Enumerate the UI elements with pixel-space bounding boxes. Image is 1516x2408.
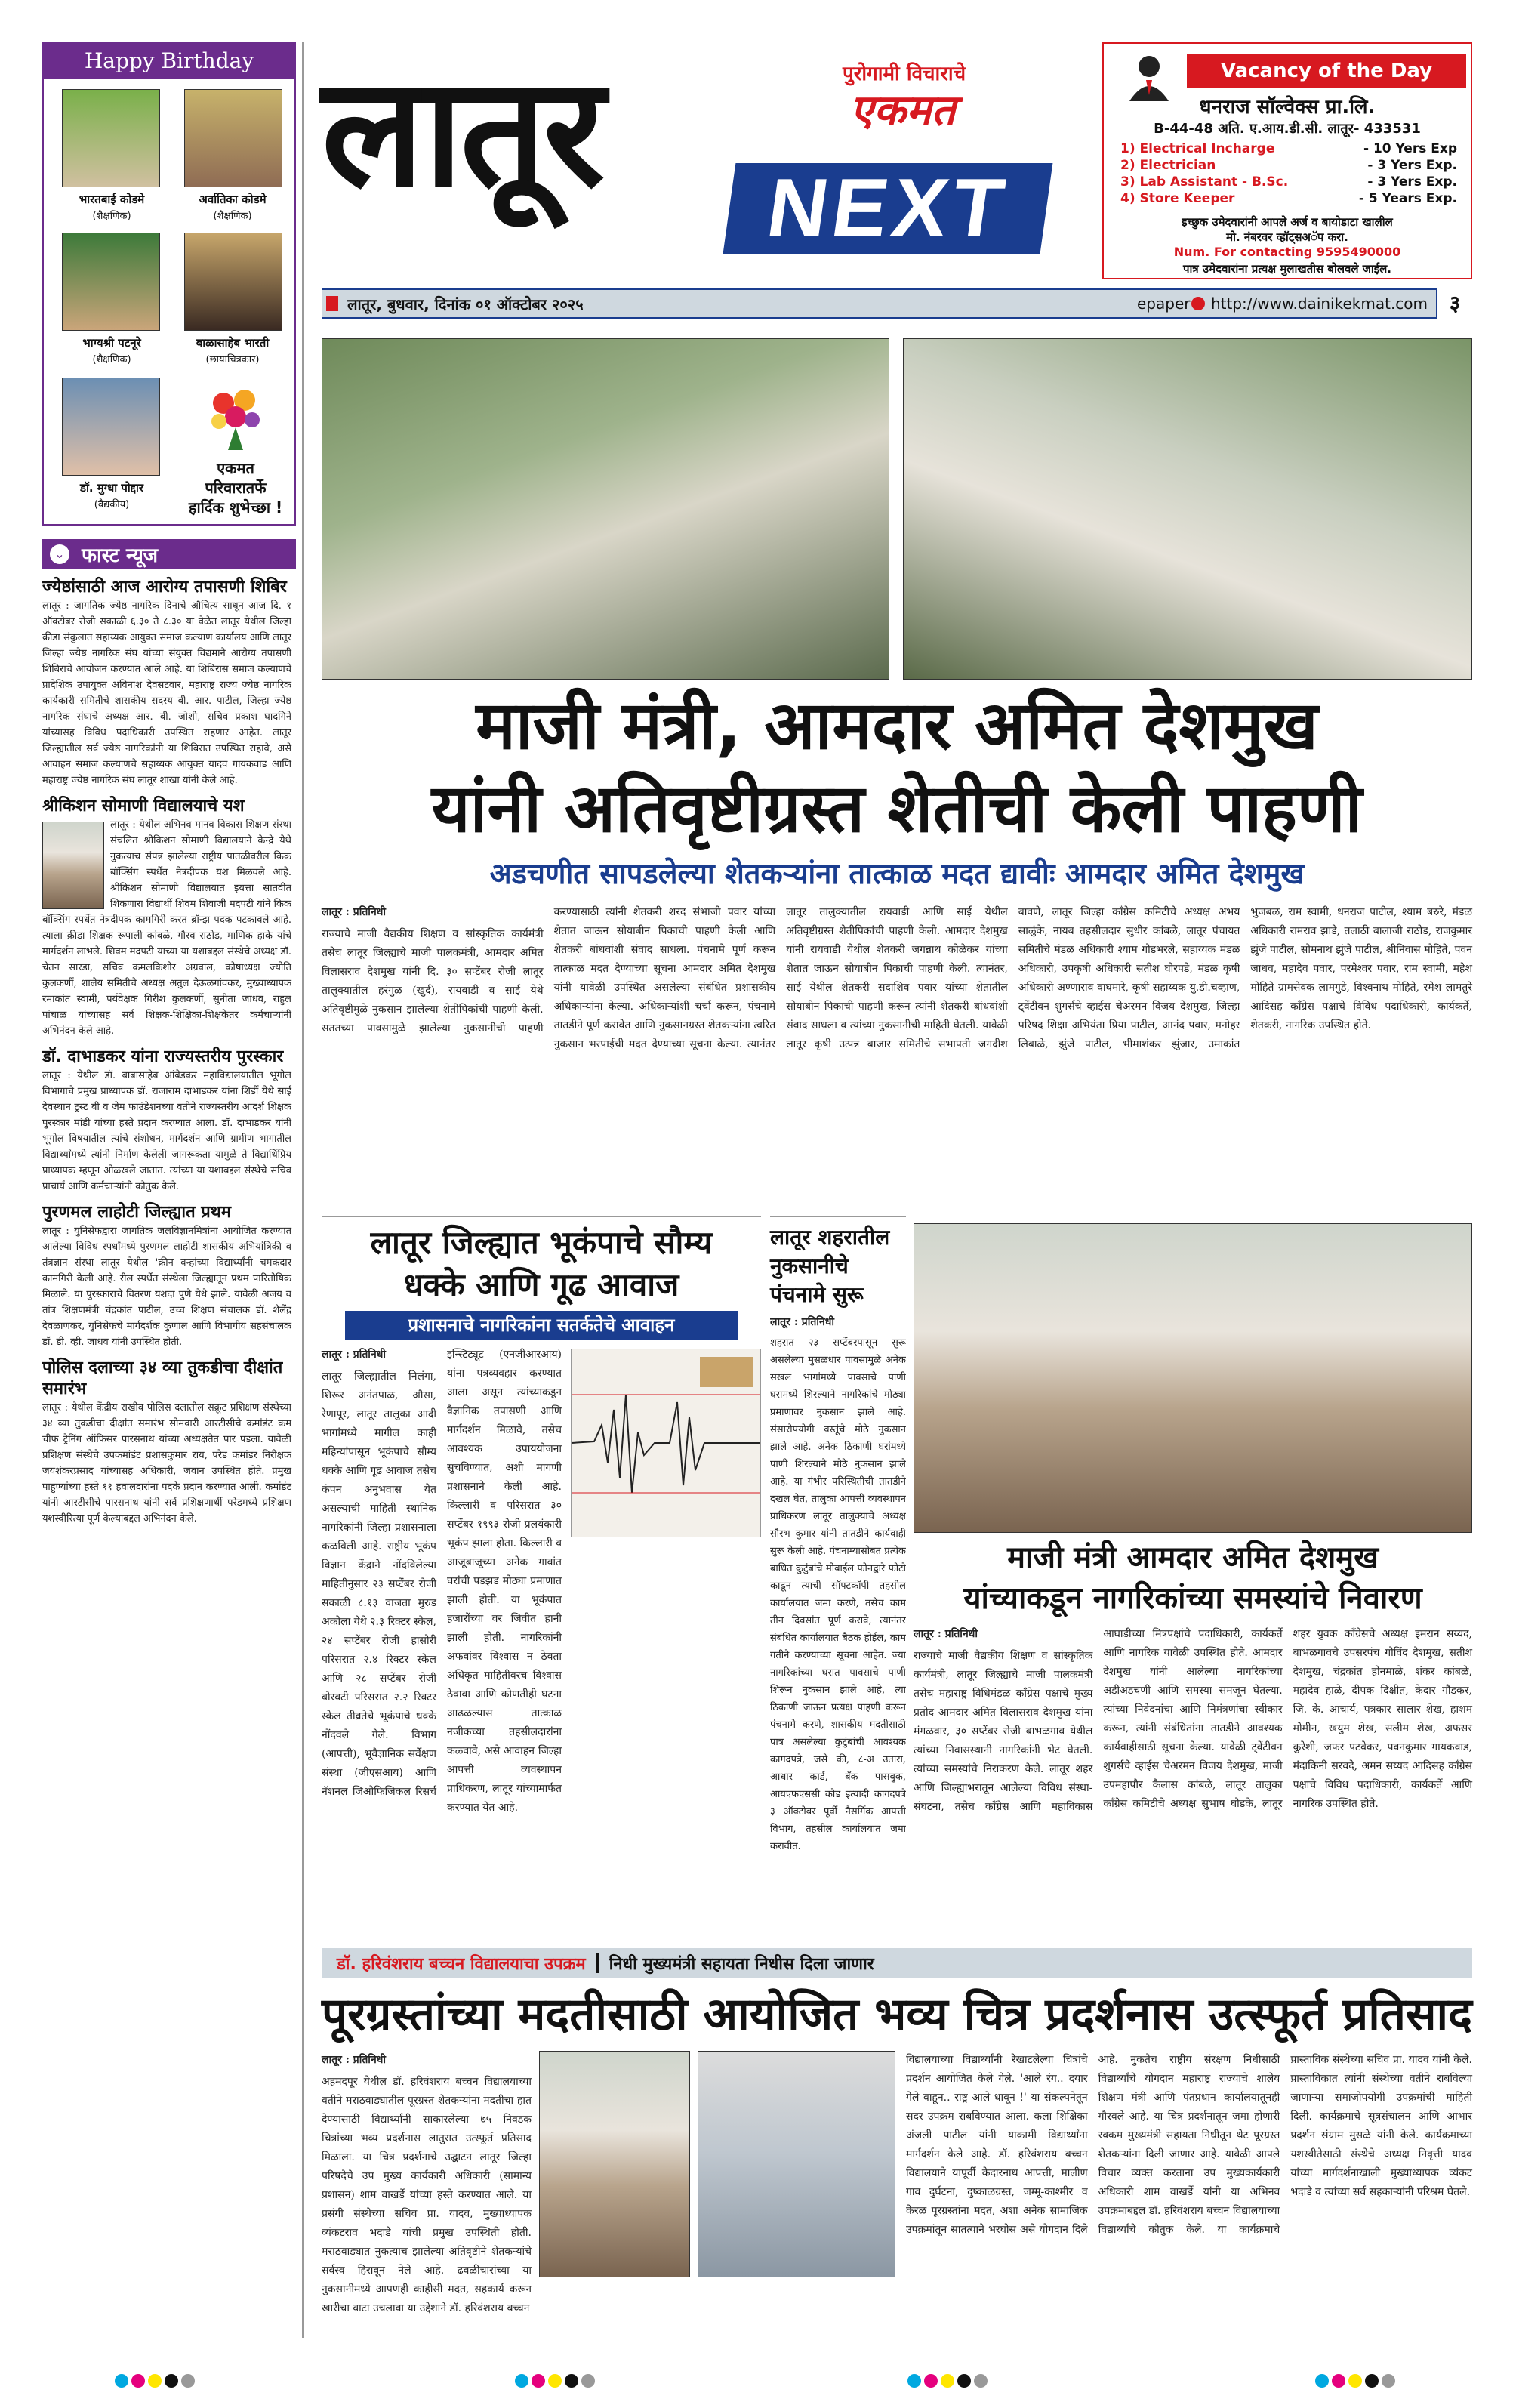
fast-news-head-3: डॉ. दाभाडकर यांना राज्यस्तरीय पुरस्कार (42, 1047, 284, 1066)
brand-tag: पुरोगामी विचाराचे (843, 63, 966, 85)
vacancy-note-2: मो. नंबरवर व्हॉट्सअॅप करा. (1226, 230, 1348, 244)
vacancy-note-3: पात्र उमेदवारांना प्रत्यक्ष मुलाखतीस बोलवले जाईल. (1183, 262, 1391, 276)
job-role-4: 4) Store Keeper (1120, 191, 1235, 206)
lead-headline-2: यांनी अतिवृष्टीग्रस्त शेतीची केली पाहणी (431, 769, 1363, 847)
avatar-5 (62, 378, 160, 476)
fast-news-body-3: लातूर : येथील डॉ. बाबासाहेब आंबेडकर महाविद्यालयातील भूगोल विभागाचे प्रमुख प्राध्यापक डॉ. राजाराम दाभाडकर यांना शिर्डी येथे साई देवस्थान ट्रस्ट बी व जेम फाउंडेशनच्या वतीने राज्यस्तरीय आदर्श शिक्षक पुरस्कार मांडी यांच्या हस्ते प्रदान करण्यात आला. डॉ. दाभाडकर यांनी भूगोल विषयातील त्यांचे संशोधन, मार्गदर्शन आणि ग्रामीण भागातील विद्यार्थ्यांमध्ये त्यांनी निर्माण केलेली जागरूकता यामुळे ते विद्यार्थिप्रिय प्राध्यापक म्हणून ओळखले जातात. त्यांच्या या यशाबद्दल संस्थेचे सचिव प्राचार्य आणि कर्मचाऱ्यांनी कौतुक केले. (42, 1070, 291, 1192)
strip-right: निधी मुख्यमंत्री सहायता निधीस दिला जाणार (609, 1955, 874, 1974)
city-byline: लातूर : प्रतिनिधी (770, 1316, 834, 1328)
brand-logo: एकमत (850, 86, 956, 135)
strip-left: डॉ. हरिवंशराय बच्चन विद्यालयाचा उपक्रम (337, 1955, 586, 1974)
quake-headline-2: धक्के आणि गूढ आवाज (403, 1266, 679, 1303)
birthday-title: Happy Birthday (44, 44, 294, 79)
avatar-3 (62, 233, 160, 331)
job-exp-3: - 3 Yers Exp. (1367, 174, 1457, 190)
city-headline-1: लातूर शहरातील (770, 1225, 890, 1250)
quake-subhead: प्रशासनाचे नागरिकांना सतर्कतेचे आवाहन (345, 1311, 738, 1340)
lead-subhead: अडचणीत सापडलेल्या शेतकऱ्यांना तात्काळ मदत द्यावीः आमदार अमित देशमुख (489, 857, 1305, 890)
registration-marks-left (113, 2374, 196, 2391)
city-headline-2: नुकसानीचे (770, 1253, 849, 1278)
fast-news-item-5 (42, 1358, 291, 1527)
vacancy-note-1: इच्छुक उमेदवारांनी आपले अर्ज व बायोडाटा खालील (1182, 215, 1393, 229)
lead-text: राज्याचे माजी वैद्यकीय शिक्षण व सांस्कृतिक कार्यमंत्री तसेच लातूर जिल्ह्याचे माजी पालकमंत्री, आमदार अमित विलासराव देशमुख यांनी दि. ३० सप्टेंबर रोजी लातूर तालुक्यातील हरंगुळ (खुर्द), रायवाडी व साई येथे अतिवृष्टीमुळे नुकसान झालेल्या शेतीपिकांची पाहणी केली. सततच्या पावसामुळे झालेल्या नुकसानीची पाहणी करण्यासाठी त्यांनी शेतकरी शरद संभाजी पवार यांच्या शेतात जाऊन सोयाबीन पिकाची पाहणी केली आणि शेतकरी बांधवांशी संवाद साधला. पंचनामे पूर्ण करून तात्काळ मदत देण्याच्या सूचना आमदार अमित देशमुख यांनी यावेळी उपस्थित असलेल्या संबंधित प्रशासकीय अधिकाऱ्यांना केल्या. अधिकाऱ्यांशी चर्चा करून, पंचनामे तातडीने पूर्ण करावेत आणि नुकसानग्रस्त शेतकऱ्यांना त्वरित नुकसान भरपाईची मदत देण्याच्या सूचना केल्या. त्यानंतर लातूर तालुक्यातील रायवाडी आणि साई येथील अतिवृष्टीग्रस्त शेतीपिकांची पाहणी केली. आमदार देशमुख यांनी रायवाडी येथील शेतकरी जगन्नाथ कोळेकर यांच्या शेतात जाऊन सोयाबीन पिकाची पाहणी केली. त्यानंतर, साई येथील शेतकरी सदाशिव पवार यांच्या शेतातील सोयाबीन पिकाची पाहणी करून त्यांनी शेतकरी बांधवांशी संवाद साधला व त्यांच्या नुकसानीची माहिती घेतली. यावेळी लातूर कृषी उत्पन्न बाजार समितीचे सभापती जगदीश बावणे, लातूर जिल्हा काँग्रेस कमिटीचे अध्यक्ष अभय साळुंके, नायब तहसीलदार सुधीर कांबळे, लातूर पंचायत समितीचे मंडळ अधिकारी श्याम गोडभरले, सहाय्यक मंडळ अधिकारी, उपकृषी अधिकारी सतीश घोरपडे, मंडळ कृषी अधिकारी अण्णाराव वाघमारे, कृषी सहाय्यक यु.डी.चव्हाण, ट्वेंटीवन शुगर्सचे व्हाईस चेअरमन विजय देशमुख, जिल्हा परिषद शिक्षा अभियंता प्रिया पाटील, आनंद पवार, मनोहर लिबाळे, झुंजे पाटील, भीमाशंकर झुंजार, उमाकांत भुजबळ, राम स्वामी, धनराज पाटील, श्याम बरुरे, मंडळ अधिकारी रामराव झाडे, तलाठी बालाजी राठोड, राजकुमार झुंजे पाटील, सोमनाथ झुंजे पाटील, श्रीनिवास मोहिते, पवन जाधव, महादेव पवार, परमेश्वर पवार, राम स्वामी, महेश मोहिते ग्रामसेवक लामगुडे, विश्वनाथ मोहिते, रमेश लामतुरे आदिसह काँग्रेस पक्षाचे विविध पदाधिकारी, कार्यकर्ते, शेतकरी, नागरिक उपस्थित होते. (322, 906, 1472, 1050)
next-logo: NEXT (723, 163, 1053, 254)
registration-marks-center (513, 2374, 596, 2391)
lead-photo-right (903, 338, 1472, 680)
epaper-url-link[interactable]: http://www.dainikekmat.com (1211, 294, 1428, 313)
birthday-box (42, 42, 296, 526)
quake-body (322, 1346, 562, 1942)
globe-icon (1191, 297, 1205, 310)
city-headline-3: पंचनामे सुरू (770, 1282, 864, 1307)
quake-headline-1: लातूर जिल्ह्यात भूकंपाचे सौम्य (370, 1224, 713, 1261)
exhibit-left-body (322, 2051, 895, 2338)
masthead-title: लातूर (322, 45, 602, 220)
student-photo (42, 822, 104, 909)
grievance-body (914, 1625, 1472, 1935)
fast-news-head-2: श्रीकिशन सोमाणी विद्यालयाचे यश (42, 797, 245, 816)
story-strip (322, 1948, 1472, 1978)
exhibit-photo-2 (539, 2051, 690, 2277)
exhibit-headline: पूरग्रस्तांच्या मदतीसाठी आयोजित भव्य चित्र प्रदर्शनास उत्स्फूर्त प्रतिसाद (322, 1988, 1472, 2041)
birthday-name-2: अर्वातिका कोडमे (199, 193, 267, 206)
grievance-photo (914, 1223, 1472, 1533)
fast-news-item-2 (42, 796, 291, 1039)
job-role-2: 2) Electrician (1120, 158, 1216, 173)
vacancy-company: धनराज सॉल्वेक्स प्रा.लि. (1199, 96, 1376, 119)
fast-news-list (42, 577, 296, 1527)
birthday-name-3: भाग्यश्री पटनूरे (82, 336, 141, 350)
dateline-marker (326, 296, 338, 311)
city-body (770, 1314, 906, 1933)
avatar-1 (62, 89, 160, 187)
vacancy-address: B-44-48 अति. ए.आय.डी.सी. लातूर- 433531 (1154, 121, 1421, 137)
fast-news-head-5: पोलिस दलाच्या ३४ व्या तुकडीचा दीक्षांत समारंभ (42, 1358, 283, 1398)
fast-news-title: फास्ट न्यूज (82, 544, 159, 567)
exhibit-text-2: विद्यालयाच्या विद्यार्थ्यांनी रेखाटलेल्या चित्रांचे प्रदर्शन आयोजित केले गेले. 'आले रंग.. दयार गेले वाहून.. राष्ट्र आले धावून !' या संकल्पनेतून सदर उपक्रम राबविण्यात आला. कला शिक्षिका अंजली पाटील यांनी याकामी विद्यार्थ्यांना मार्गदर्शन केले आहे. डॉ. हरिवंशराय बच्चन विद्यालयाने यापूर्वी केदारनाथ आपत्ती, मालीण गाव दुर्घटना, दुष्काळग्रस्त, जम्मू-काश्मीर व केरळ पूरग्रस्तांना मदत, अशा अनेक सामाजिक उपक्रमांतून सातत्याने भरघोस असे योगदान दिले आहे. नुकतेच राष्ट्रीय संरक्षण निधीसाठी विद्यार्थ्यांचे योगदान महाराष्ट्र राज्याचे शालेय शिक्षण मंत्री आणि पंतप्रधान कार्यालयातूनही गौरवले आहे. या चित्र प्रदर्शनातून जमा होणारी रक्कम मुख्यमंत्री सहायता निधीतून थेट पूरग्रस्त शेतकऱ्यांना दिली जाणार आहे. यावेळी आपले विचार व्यक्त करताना उप मुख्यकार्यकारी अधिकारी शाम वाखर्डे यांनी या अभिनव उपक्रमाबद्दल डॉ. हरिवंशराय बच्चन विद्यालयाच्या विद्यार्थ्यांचे कौतुक केले. या कार्यक्रमाचे प्रास्ताविक संस्थेच्या सचिव प्रा. यादव यांनी केले. प्रास्ताविकात त्यांनी संस्थेच्या वतीने राबविल्या जाणाऱ्या समाजोपयोगी उपक्रमांची माहिती दिली. कार्यक्रमाचे सूत्रसंचालन आणि आभार प्रदर्शन संग्राम मुसळे यांनी केले. कार्यक्रमाच्या यशस्वीतेसाठी संस्थेचे अध्यक्ष निवृत्ती यादव यांच्या मार्गदर्शनाखाली मुख्याध्यापक व्यंकट भदाडे व त्यांच्या सर्व सहकाऱ्यांनी परिश्रम घेतले. (906, 2054, 1472, 2236)
birthday-wish-1: एकमत (217, 459, 254, 477)
fast-news-body-1: लातूर : जागतिक ज्येष्ठ नागरिक दिनाचे औचित्य साधून आज दि. १ ऑक्टोबर रोजी सकाळी ६.३० ते ८.३० या वेळेत लातूर येथील जिल्हा क्रीडा संकुलात सहाय्यक आयुक्त समाज कल्याण कार्यालय आणि लातूर जिल्हा ज्येष्ठ नागरिक संघ यांच्या संयुक्त विद्यमाने आरोग्य तपासणी शिबिराचे आयोजन करण्यात आले आहे. या शिबिरास समाज कल्याणचे प्रादेशिक उपायुक्त अविनाश देवसटवार, महाराष्ट्र राज्य ज्येष्ठ नागरिक कार्यकारी समितीचे शासकीय सदस्य बी. आर. पाटील, जिल्हा ज्येष्ठ नागरिक संघाचे अध्यक्ष आर. बी. जोशी, सचिव प्रकाश घादगिने यांच्यासह विविध पदाधिकारी उपस्थित राहणार आहेत. लातूर जिल्ह्यातील सर्व ज्येष्ठ नागरिकांनी या शिबिरात उपस्थित राहावे, असे आवाहन समाज कल्याणचे सहाय्यक आयुक्त यादव गायकवाड आणि महाराष्ट्र ज्येष्ठ नागरिक संघ लातूर शाखा यांनी केले आहे. (42, 600, 291, 786)
birthday-name-4: बाळासाहेब भारती (196, 336, 270, 350)
vacancy-box (1102, 42, 1472, 279)
quake-text: लातूर जिल्ह्यातील निलंगा, शिरूर अनंतपाळ, औसा, रेणापूर, लातूर तालुका आदी भागांमध्ये मागील काही महिन्यांपासून भूकंपाचे सौम्य धक्के आणि गूढ आवाज तसेच कंपन अनुभवास येत असल्याची माहिती स्थानिक नागरिकांनी जिल्हा प्रशासनाला कळविली आहे. राष्ट्रीय भूकंप विज्ञान केंद्राने नोंदविलेल्या माहितीनुसार २३ सप्टेंबर रोजी सकाळी ८.१३ वाजता मुरुड अकोला येथे २.३ रिक्टर स्केल, २४ सप्टेंबर रोजी हासोरी परिसरात २.४ रिक्टर स्केल आणि २८ सप्टेंबर रोजी बोरवटी परिसरात २.२ रिक्टर स्केल तीव्रतेचे भूकंपाचे धक्के नोंदवले गेले. विभाग (आपत्ती), भूवैज्ञानिक सर्वेक्षण संस्था (जीएसआय) आणि नॅशनल जिओफिजिकल रिसर्च इन्स्टिट्यूट (एनजीआरआय) यांना पत्रव्यवहार करण्यात आला असून त्यांच्याकडून वैज्ञानिक तपासणी आणि मार्गदर्शन मिळावे, तसेच आवश्यक उपाययोजना सुचविण्यात, अशी मागणी प्रशासनाने केली आहे. किल्लारी व परिसरात ३० सप्टेंबर १९९३ रोजी प्रलयंकारी भूकंप झाला होता. किल्लारी व आजूबाजूच्या अनेक गावांत घरांची पडझड मोठ्या प्रमाणात झाली होती. या भूकंपात हजारोंच्या वर जिवीत हानी झाली होती. नागरिकांनी अफवांवर विश्वास न ठेवता अधिकृत माहितीवरच विश्वास ठेवावा आणि कोणतीही घटना आढळल्यास तात्काळ नजीकच्या तहसीलदारांना कळवावे, असे आवाहन जिल्हा आपत्ती व्यवस्थापन प्राधिकरण, लातूर यांच्यामार्फत करण्यात येत आहे. (322, 1349, 562, 1814)
job-role-1: 1) Electrical Incharge (1120, 141, 1275, 156)
masthead (322, 42, 1084, 279)
birthday-wish-2: परिवारातर्फे (205, 479, 267, 497)
lead-body (322, 903, 1472, 1199)
left-sidebar (42, 42, 304, 2338)
grievance-text: राज्याचे माजी वैद्यकीय शिक्षण व सांस्कृतिक कार्यमंत्री, लातूर जिल्ह्याचे माजी पालकमंत्री तसेच महाराष्ट्र विधिमंडळ काँग्रेस पक्षाचे मुख्य प्रतोद आमदार अमित विलासराव देशमुख यांना मंगळवार, ३० सप्टेंबर रोजी बाभळगाव येथील त्यांच्या निवासस्थानी नागरिकांनी भेट घेतली. त्यांच्या समस्यांचे निराकरण केले. लातूर शहर आणि जिल्ह्याभरातून आलेल्या विविध संस्था-संघटना, तसेच काँग्रेस आणि महाविकास आघाडीच्या मित्रपक्षांचे पदाधिकारी, कार्यकर्ते आणि नागरिक यावेळी उपस्थित होते. आमदार देशमुख यांनी आलेल्या नागरिकांच्या अडीअडचणी आणि समस्या समजून घेतल्या. त्यांच्या निवेदनांचा आणि निमंत्रणांचा स्वीकार करून, त्यांनी संबंधितांना तातडीने आवश्यक कार्यवाहीसाठी सूचना केल्या. यावेळी ट्वेंटीवन शुगर्सचे व्हाईस चेअरमन विजय देशमुख, माजी उपमहापौर कैलास कांबळे, लातूर तालुका काँग्रेस कमिटीचे अध्यक्ष सुभाष घोडके, लातूर शहर युवक काँग्रेसचे अध्यक्ष इमरान सय्यद, बाभळगावचे उपसरपंच गोविंद देशमुख, सतीश देशमुख, चंद्रकांत होनमाळे, शंकर कांबळे, महादेव हाळे, दीपक दिक्षीत, केदार गौडकर, जि. के. आचार्य, पत्रकार सालार शेख, हाशम मोमीन, खयुम शेख, सलीम शेख, अफसर कुरेशी, जफर पटवेकर, पवनकुमार गायकवाड, मंदाकिनी सरवदे, अमन सय्यद आदिसह काँग्रेस पक्षाचे विविध पदाधिकारी, कार्यकर्ते आणि नागरिक उपस्थित होते. (914, 1628, 1472, 1813)
fast-news-item-3 (42, 1047, 291, 1195)
page-number: ३ (1436, 288, 1472, 319)
job-role-3: 3) Lab Assistant - B.Sc. (1120, 174, 1289, 190)
grievance-byline: लातूर : प्रतिनिधी (914, 1628, 978, 1640)
grievance-headline-1: माजी मंत्री आमदार अमित देशमुख (1007, 1540, 1379, 1575)
dateline-text: लातूर, बुधवार, दिनांक ०१ ऑक्टोबर २०२५ (347, 295, 584, 313)
vacancy-jobs (1120, 140, 1457, 207)
fast-news-header (42, 539, 296, 569)
registration-marks-right (906, 2374, 989, 2391)
exhibit-byline: लातूर : प्रतिनिधी (322, 2054, 386, 2066)
fast-news-body-5: लातूर : येथील केंद्रीय राखीव पोलिस दलातील सक्रूट प्रशिक्षण संस्थेच्या ३४ व्या तुकडीचा दीक्षांत समारंभ सोमवारी आरटीसीचे कमांडंट कम चीफ ट्रेनिंग ऑफिसर पारसनाथ यांच्या अध्यक्षतेत पार पडला. यावेळी प्रशिक्षण संस्थेचे उपकमांडंट प्रशासकुमार राय, परेड कमांडर निरीक्षक जयशंकरप्रसाद यांच्यासह अधिकारी, जवान उपस्थित होते. प्रमुख पाहुण्यांच्या हस्ते ११ हवालदारांना पदके प्रदान करण्यात आली. कमांडंट यांनी आरटीसीचे पारसनाथ यांनी सर्व प्रशिक्षणार्थी परेडमध्ये प्रशिक्षण यशस्वीरित्या पूर्ण केल्याबद्दल अभिनंदन केले. (42, 1402, 291, 1525)
lead-photo-left (322, 338, 889, 680)
lead-headline-1: माजी मंत्री, आमदार अमित देशमुख (476, 686, 1318, 764)
city-story (770, 1216, 906, 1941)
birthday-role-2: (शैक्षणिक) (213, 211, 252, 222)
job-exp-4: - 5 Years Exp. (1358, 191, 1457, 206)
grievance-story (914, 1537, 1472, 1941)
exhibit-right-body (906, 2051, 1472, 2338)
chevron-down-icon: ⌄ (50, 544, 69, 564)
avatar-4 (184, 233, 282, 331)
registration-marks-far-right (1314, 2374, 1397, 2391)
lead-byline: लातूर : प्रतिनिधी (322, 906, 386, 918)
job-exp-2: - 3 Yers Exp. (1367, 158, 1457, 173)
strip-divider (596, 1953, 599, 1973)
city-text: शहरात २३ सप्टेंबरपासून सुरू असलेल्या मुसळधार पावसामुळे अनेक सखल भागांमध्ये पावसाचे पाणी घरामध्ये शिरल्याने नागरिकांचे मोठ्या प्रमाणावर नुकसान झाले आहे. संसारोपयोगी वस्तूंचे मोठे नुकसान झाले आहे. अनेक ठिकाणी घरांमध्ये पाणी शिरल्याने मोठे नुकसान झाले आहे. या गंभीर परिस्थितीची तातडीने दखल घेत, तालुका आपत्ती व्यवस्थापन प्राधिकरण लातूर तालुक्याचे अध्यक्ष सौरभ कुमार यांनी तातडीने कार्यवाही सुरू केली आहे. पंचनाम्यासोबत प्रत्येक बाधित कुटुंबांचे मोबाईल फोनद्वारे फोटो काढून त्याची सॉफ्टकॉपी तहसील कार्यालयात जमा करणे, तसेच काम तीन दिवसांत पूर्ण करावे, त्यानंतर संबंधित कार्यालयात बैठक होईल, काम गतीने करण्याच्या सूचना आहेत. ज्या नागरिकांच्या घरात पावसाचे पाणी शिरून नुकसान झाले आहे, त्या ठिकाणी जाऊन प्रत्यक्ष पाहणी करून पंचनामे करणे, शासकीय मदतीसाठी पात्र असलेल्या कुटुंबांची आवश्यक कागदपत्रे, जसे की, ८-अ उतारा, आधार कार्ड, बँक पासबुक, आयएफएससी कोड इत्यादी कागदपत्रे ३ ऑक्टोबर पूर्वी नैसर्गिक आपत्ती विभाग, तहसील कार्यालयात जमा करावीत. (770, 1337, 906, 1852)
birthday-wish-3: हार्दिक शुभेच्छा ! (188, 498, 283, 516)
fast-news-head-4: पुरणमल लाहोटी जिल्ह्यात प्रथम (42, 1203, 232, 1222)
dateline-band (322, 288, 1472, 319)
fast-news-item-4 (42, 1202, 291, 1350)
birthday-role-1: (शैक्षणिक) (92, 211, 131, 222)
fast-news-body-4: लातूर : युनिसेफद्वारा जागतिक जलविज्ञानमित्रांना आयोजित करण्यात आलेल्या विविध स्पर्धांमध्ये पुरणमल लाहोटी शासकीय अभियांत्रिकी व तंत्रज्ञान संस्था लातूर येथील 'क्रीन वन्हांच्या विद्यार्थ्यांनी चमकदार कामगिरी केली आहे. रील स्पर्धेत संस्थेला जिल्ह्यातून प्रथम पारितोषिक मिळाले. या पुरस्काराचे वितरण यशदा पुणे येथे झाले. यावेळी अजय व तांत्र शिक्षणमंत्री चंद्रकांत पाटील, उच्च शिक्षण संचालक डॉ. शैलेंद्र देवळाणकर, युनिसेफचे मार्गदर्शक कुणाल आणि विभागीय सहसंचालक डॉ. डी. व्ही. जाधव यांनी उपस्थित होती. (42, 1226, 291, 1348)
quake-story (322, 1216, 761, 1941)
vacancy-contact: Num. For contacting 9595490000 (1173, 245, 1401, 259)
exhibit-text-1: अहमदपूर येथील डॉ. हरिवंशराय बच्चन विद्यालयाच्या वतीने मराठवाड्यातील पूरग्रस्त शेतकऱ्यांना मदतीचा हात देण्यासाठी विद्यार्थ्यांनी साकारलेल्या ७५ निवडक चित्रांच्या भव्य प्रदर्शनास लातुरात उत्स्फूर्त प्रतिसाद मिळाला. या चित्र प्रदर्शनाचे उद्घाटन लातूर जिल्हा परिषदेचे उप मुख्य कार्यकारी अधिकारी (सामान्य प्रशासन) शाम वाखर्डे यांच्या हस्ते करण्यात आले. या प्रसंगी संस्थेच्या सचिव प्रा. यादव, मुख्याध्यापक व्यंकटराव भदाडे यांची प्रमुख उपस्थिती होती. मराठवाड्यात नुकत्याच झालेल्या अतिवृष्टीने शेतकऱ्यांचे सर्वस्व हिरावून नेले आहे. ढवळीचारांच्या या नुकसानीमध्ये आपणही काहीसी मदत, सहकार्य करून खारीचा वाटा उचलावा या उद्देशाने डॉ. हरिवंशराय बच्चन (322, 2076, 532, 2314)
birthday-role-4: (छायाचित्रकार) (205, 354, 260, 365)
flower-bouquet-icon (205, 384, 266, 452)
fast-news-item-1 (42, 577, 291, 788)
avatar-2 (184, 89, 282, 187)
grievance-headline-2: यांच्याकडून नागरिकांच्या समस्यांचे निवारण (963, 1581, 1422, 1616)
epaper-label: epaper (1137, 294, 1191, 313)
fast-news-body-2: लातूर : येथील अभिनव मानव विकास शिक्षण संस्था संचलित श्रीकिशन सोमाणी विद्यालयाने केन्द्रे येथे नुकत्याच संपन्न झालेल्या राष्ट्रीय पातळीवरील किक बॉक्सिंग स्पर्धेत नेत्रदीपक यश मिळवले आहे. श्रीकिशन सोमाणी विद्यालयात इयत्ता सातवीत शिकणारा विद्यार्थी शिवम शिवाजी मदपटी यांने किक बॉक्सिंग स्पर्धेत नेत्रदीपक कामगिरी करत ब्रॉन्झ पदक पटकावले आहे. त्याला क्रीडा शिक्षक रूपाली कांबळे, गौरव राठोड, माणिक हाके यांचे मार्गदर्शन लाभले. शिवम मदपटी याच्या या यशाबद्दल संस्थेचे अध्यक्ष डॉ. चेतन सारडा, सचिव कमलकिशोर अग्रवाल, कोषाध्यक्ष ज्योति कुलकर्णी, शालेय समितीचे अध्यक्ष अतुल देऊळगांवकर, मुख्याध्यापक रमाकांत स्वामी, पर्यवेक्षक गिरीश कुलकर्णी, सुनीता जाधव, राहुल पांचाळ यांच्यासह सर्व शिक्षक-शिक्षिका-शिक्षकेतर कर्मचाऱ्यांनी अभिनंदन केले आहे. (42, 819, 291, 1037)
job-exp-1: - 10 Yers Exp (1363, 141, 1457, 156)
quake-byline: लातूर : प्रतिनिधी (322, 1349, 386, 1361)
birthday-name-1: भारतबाई कोडमे (79, 193, 145, 206)
fast-news-head-1: ज्येष्ठांसाठी आज आरोग्य तपासणी शिबिर (42, 578, 287, 597)
birthday-name-5: डॉ. मुग्धा पोद्दार (79, 481, 144, 495)
birthday-role-3: (शैक्षणिक) (92, 354, 131, 365)
birthday-role-5: (वैद्यकीय) (94, 499, 130, 510)
vacancy-title: Vacancy of the Day (1187, 54, 1466, 88)
seismograph-image (571, 1349, 761, 1537)
exhibit-photo-1 (698, 2051, 895, 2277)
